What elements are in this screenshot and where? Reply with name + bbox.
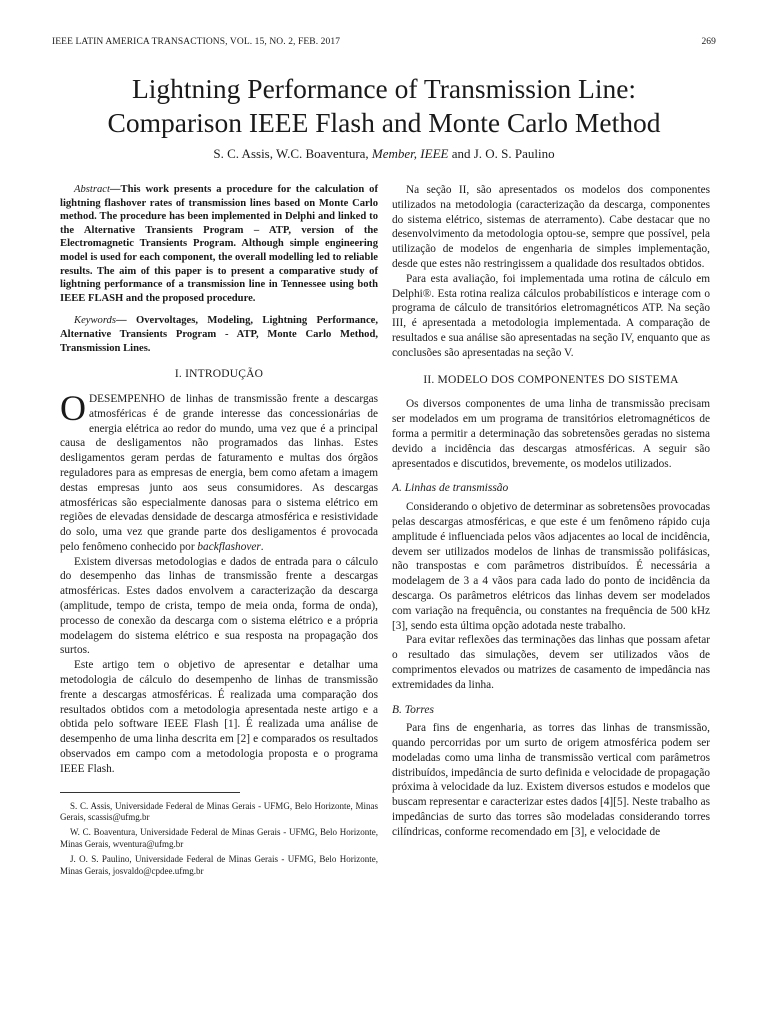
intro-p1-term: backflashover — [197, 540, 261, 553]
drop-cap: O — [60, 387, 86, 428]
author-line — [0, 146, 768, 162]
right-paragraph-2: Para esta avaliação, foi implementada uma rotina de cálculo em Delphi®. Esta rotina realiza cálculos probabilísticos e interage com o programa de cálculo de transitórios eletromagnéticos ATP. Na seção III, é apresentada a metodologia implementada. A comparação de resultados e sua análise são apresentadas na seção IV, enquanto que as conclusões são apresentadas na seção V. — [392, 272, 710, 359]
keywords-text: — Overvoltages, Modeling, Lightning Performance, Alternative Transients Program - ATP, Monte Carlo Method, Transmission Lines. — [60, 315, 378, 354]
intro-paragraph-1 — [60, 387, 378, 555]
keywords-label: Keywords — [74, 315, 116, 327]
footnote-author-1: S. C. Assis, Universidade Federal de Minas Gerais - UFMG, Belo Horizonte, Minas Gerais, scassis@ufmg.br — [60, 800, 378, 823]
intro-paragraph-3: Este artigo tem o objetivo de apresentar e detalhar uma metodologia de cálculo do desempenho de linhas de transmissão frente a descargas atmosféricas. É realizada uma comparação dos resultados obtidos com a metodologia apresentada neste artigo e a obtida pelo software IEEE Flash [1]. É realizada uma análise de desempenho de uma linha descrita em [2] e comparados os resultados observados em campo com a metodologia proposta e o programa IEEE Flash. — [60, 659, 378, 775]
keywords — [60, 314, 378, 355]
lines-paragraph-2: Para evitar reflexões das terminações das linhas que possam afetar o resultado das simulações, devem ser utilizados vãos de comprimentos elevados ou matrizes de casamento de impedância nas extremidades da linha. — [392, 634, 710, 691]
authors-last: and J. O. S. Paulino — [451, 146, 555, 161]
section-heading-models: II. MODELO DOS COMPONENTES DO SISTEMA — [423, 373, 679, 386]
subsection-heading-towers: B. Torres — [392, 703, 434, 716]
journal-name: IEEE LATIN AMERICA TRANSACTIONS, VOL. 15, NO. 2, FEB. 2017 — [52, 37, 341, 47]
abstract-text: —This work presents a procedure for the calculation of lightning flashover rates of transmission lines based on Monte Carlo method. The procedure has been implemented in Delphi and linked to the Alternative Transients Program – ATP, version of the Electromagnetic Transients Program. Although simple engineering model is used for each component, the overall modelling led to reliable results. The aim of this paper is to present a comparative study of lightning performance of a transmission line in Tennessee using both IEEE FLASH and the proposed procedure. — [60, 184, 378, 304]
towers-paragraph-1: Para fins de engenharia, as torres das linhas de transmissão, quando percorridas por um surto de origem atmosférica podem ser modeladas como uma linha de transmissão vertical com parâmetros distribuídos, impedância de surto definida e velocidade de propagação próxima à velocidade da luz. Existem diversos estudos e modelos que buscam representar e caracterizar estes dados [4][5]. Neste trabalho as impedâncias de surto das torres são modeladas considerando torres cilíndricas, conforme recomendado em [3], e velocidade de — [392, 722, 710, 838]
title-line-1: Lightning Performance of Transmission Line: — [131, 73, 637, 104]
abstract — [60, 183, 378, 305]
intro-paragraph-2: Existem diversas metodologias e dados de entrada para o cálculo do desempenho das linhas de transmissão frente a descargas atmosféricas. Estes dados envolvem a caracterização da descarga (amplitude, tempo de crista, tempo de meia onda, forma de onda), processo de conexão da descarga com o sistema elétrico e a própria modelagem do sistema elétrico e sua resposta na propagação dos surtos. — [60, 555, 378, 657]
authors-member: Member, IEEE — [371, 146, 449, 161]
title-line-2: Comparison IEEE Flash and Monte Carlo Method — [107, 107, 661, 138]
models-paragraph-1: Os diversos componentes de uma linha de transmissão precisam ser modelados em um programa de transitórios eletromagnéticos de forma a permitir a determinação das sobretensões geradas no sistema devido a incidência das descargas atmosféricas. A seguir são apresentados e discutidos, brevemente, os modelos utilizados. — [392, 398, 710, 470]
left-column — [60, 183, 378, 880]
right-paragraph-1: Na seção II, são apresentados os modelos dos componentes utilizados na metodologia (caracterização da descarga, componentes do sistema elétrico, sistemas de aterramento). Cabe destacar que no desenvolvimento da metodologia optou-se, sempre que possível, pela utilização de modelos de engenharia de simples implementação, desde que estes não restringissem a qualidade dos resultados obtidos. — [392, 184, 710, 270]
intro-p1-text: DESEMPENHO de linhas de transmissão frente a descargas atmosféricas é de grande interesse das concessionárias de energia elétrica ao redor do mundo, uma vez que é a principal causa de desligamentos não programados das linhas. Estes desligamentos geram perdas de faturamento e multas dos órgãos reguladores para as empresas de energia, bem como afetam a imagem destas empresas junto aos seus consumidores. As descargas atmosféricas são especialmente danosas para o sistema elétrico em regiões de elevadas densidade de descarga atmosférica e resistividade do solo, uma vez que grande parte dos desligamentos é provocada pelo fenômeno conhecido por — [60, 392, 378, 553]
paper-title — [20, 72, 748, 140]
authors-names: S. C. Assis, W.C. Boaventura, — [213, 146, 369, 161]
footnote-author-2: W. C. Boaventura, Universidade Federal de Minas Gerais - UFMG, Belo Horizonte, Minas Gerais, wventura@ufmg.br — [60, 827, 378, 850]
subsection-heading-lines: A. Linhas de transmissão — [392, 482, 509, 495]
abstract-label: Abstract — [74, 184, 110, 195]
right-column — [392, 183, 710, 840]
lines-paragraph-1: Considerando o objetivo de determinar as sobretensões provocadas pelas descargas atmosféricas, e que este é um fenômeno rápido cuja amplitude é influenciada pelos vãos adjacentes ao local de incidência, devem ser utilizados modelos de linhas de transmissão polifásicas, não transpostas e com parâmetros distribuídos. É necessária a modelagem de 3 a 4 vãos para cada lado do ponto de incidência da descarga. Os parâmetros elétricos das linhas devem ser modelados com variação na frequência, ou constantes na frequência de 500 kHz [3], sendo esta última opção adotada neste trabalho. — [392, 501, 710, 632]
section-heading-intro: I. INTRODUÇÃO — [174, 368, 264, 381]
intro-p1-end: . — [260, 540, 264, 553]
page-number: 269 — [701, 37, 716, 47]
footnote-rule — [60, 792, 240, 793]
footnote-author-3: J. O. S. Paulino, Universidade Federal de Minas Gerais - UFMG, Belo Horizonte, Minas Gerais, josvaldo@cpdee.ufmg.br — [60, 853, 378, 876]
running-head — [52, 37, 716, 47]
